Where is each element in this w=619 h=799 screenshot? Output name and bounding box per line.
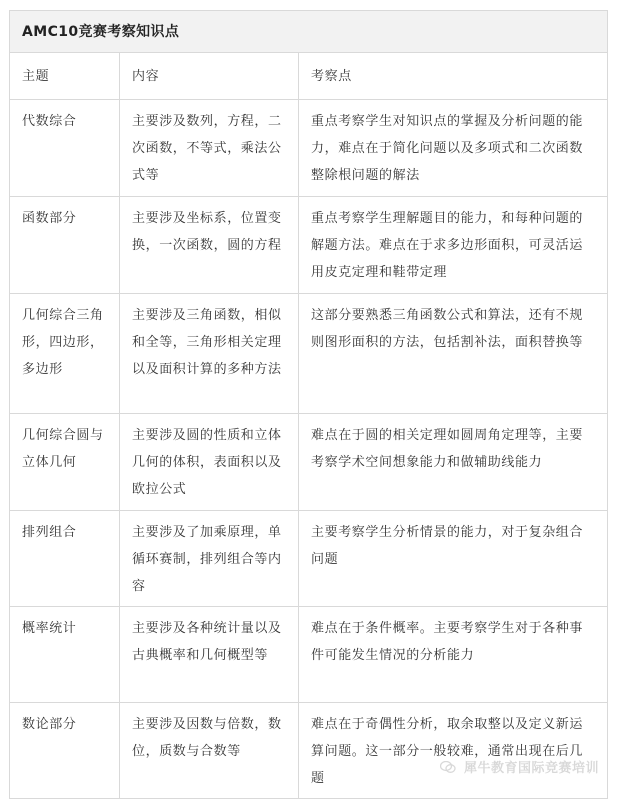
row-content: 主要涉及数列，方程，二次函数，不等式，乘法公式等 (120, 100, 299, 197)
watermark-text: 犀牛教育国际竞赛培训 (463, 761, 599, 776)
row-focus: 难点在于奇偶性分析，取余取整以及定义新运算问题。这一部分一般较难，通常出现在后几题 (299, 703, 608, 799)
row-topic: 函数部分 (10, 197, 120, 294)
row-focus: 重点考察学生对知识点的掌握及分析问题的能力，难点在于简化问题以及多项式和二次函数整除根问题的解法 (299, 100, 608, 197)
row-content: 主要涉及坐标系，位置变换，一次函数，圆的方程 (120, 197, 299, 294)
row-focus: 难点在于圆的相关定理如圆周角定理等，主要考察学术空间想象能力和做辅助线能力 (299, 414, 608, 511)
row-content: 主要涉及各种统计量以及古典概率和几何概型等 (120, 607, 299, 703)
table-header-row (10, 53, 608, 100)
table-row (10, 703, 608, 799)
header-topic: 主题 (10, 53, 120, 100)
table-row (10, 607, 608, 703)
header-focus: 考察点 (299, 53, 608, 100)
watermark (440, 757, 599, 776)
table-row (10, 197, 608, 294)
row-topic: 数论部分 (10, 703, 120, 799)
header-content: 内容 (120, 53, 299, 100)
row-content: 主要涉及了加乘原理，单循环赛制，排列组合等内容 (120, 511, 299, 607)
table-title: AMC10竞赛考察知识点 (10, 11, 608, 53)
row-topic: 代数综合 (10, 100, 120, 197)
wechat-icon (440, 761, 456, 773)
table-row (10, 414, 608, 511)
row-topic: 几何综合圆与立体几何 (10, 414, 120, 511)
row-topic: 几何综合三角形，四边形，多边形 (10, 294, 120, 414)
table-row (10, 100, 608, 197)
row-focus: 难点在于条件概率。主要考察学生对于各种事件可能发生情况的分析能力 (299, 607, 608, 703)
table-row (10, 294, 608, 414)
row-topic: 概率统计 (10, 607, 120, 703)
knowledge-table-container (9, 10, 607, 799)
row-content: 主要涉及圆的性质和立体几何的体积，表面积以及欧拉公式 (120, 414, 299, 511)
row-content: 主要涉及因数与倍数，数位，质数与合数等 (120, 703, 299, 799)
row-focus: 这部分要熟悉三角函数公式和算法，还有不规则图形面积的方法，包括割补法，面积替换等 (299, 294, 608, 414)
row-topic: 排列组合 (10, 511, 120, 607)
table-title-row (10, 11, 608, 53)
knowledge-table (9, 10, 608, 799)
row-focus: 主要考察学生分析情景的能力，对于复杂组合问题 (299, 511, 608, 607)
table-row (10, 511, 608, 607)
row-focus: 重点考察学生理解题目的能力，和每种问题的解题方法。难点在于求多边形面积，可灵活运用皮克定理和鞋带定理 (299, 197, 608, 294)
row-content: 主要涉及三角函数，相似和全等，三角形相关定理以及面积计算的多种方法 (120, 294, 299, 414)
